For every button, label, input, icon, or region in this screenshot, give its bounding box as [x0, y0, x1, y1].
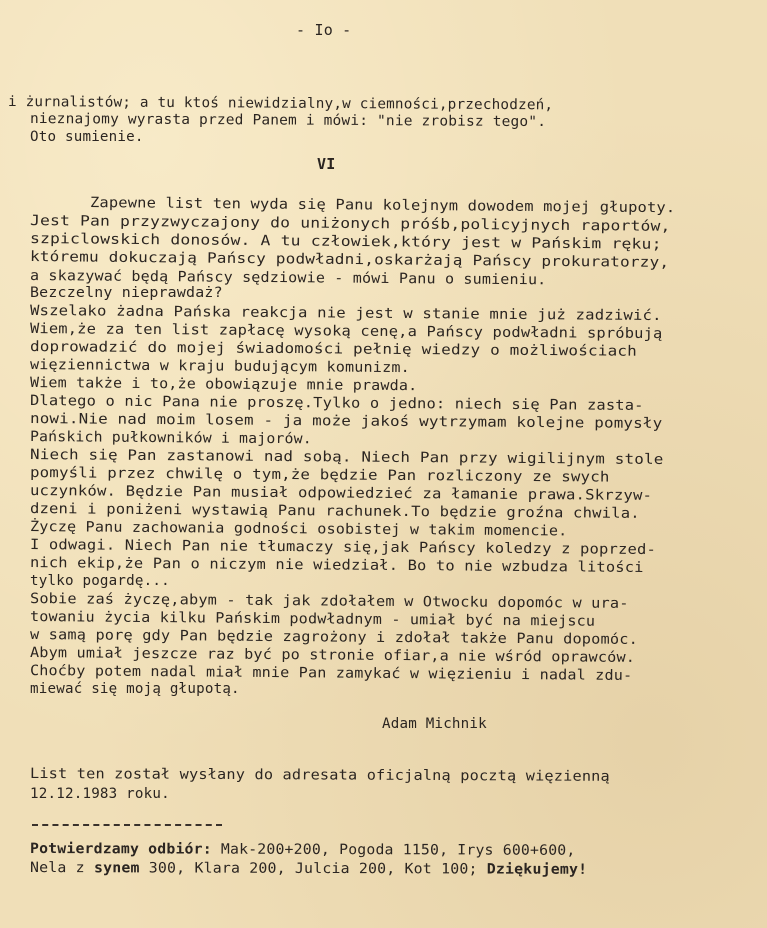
body-line: Bezczelny nieprawdaż? [30, 285, 223, 301]
intro-line: Oto sumienie. [30, 129, 144, 145]
body-line: Pańskich pułkowników i majorów. [29, 429, 312, 448]
body-line: szpiclowskich donosów. A tu człowiek,który jest w Pańskim ręku; [29, 231, 662, 253]
body-line: Jest Pan przyzwyczajony do uniżonych próśb,policyjnych raportów, [29, 213, 671, 235]
body-line: Zapewne list ten wyda się Panu kolejnym dowodem mojej głupoty. [89, 195, 676, 217]
body-line: Abym umiał jeszcze raz być po stronie ofiar,a nie wśród oprawców. [29, 645, 636, 666]
body-line: tylko pogardę... [30, 573, 170, 589]
acknowledgement-line [30, 860, 587, 879]
body-line: Dlatego o nic Pana nie proszę.Tylko o jedno: niech się Pan zasta- [29, 393, 644, 414]
body-line: miewać się moją głupotą. [30, 681, 240, 697]
body-line: nowi.Nie nad moim losem - ja może jakoś wytrzymam kolejne pomysły [29, 411, 663, 432]
section-heading: VI [317, 155, 336, 173]
body-line: Niech się Pan zastanowi nad sobą. Niech Pan przy wigilijnym stole [29, 447, 664, 468]
body-line: w samą porę gdy Pan będzie zagrożony i zdołał także Panu dopomóc. [29, 627, 639, 648]
body-line: któremu dokuczają Pańscy podwładni,oskarżają Pańscy prokuratorzy, [29, 249, 670, 271]
acknowledgement-donations-2a: Nela z [29, 860, 94, 877]
body-line: Wiem także i to,że obowiązuje mnie prawda. [29, 375, 418, 395]
body-line: doprowadzić do mojej świadomości pełnię wiedzy o możliwościach [29, 339, 638, 360]
body-line: a skazywać będą Pańscy sędziowie - mówi Panu o sumieniu. [29, 268, 547, 289]
note-line: 12.12.1983 roku. [30, 786, 170, 802]
body-line: Sobie zaś życzę,abym - tak jak zdołałem w Otwocku dopomóc w ura- [29, 591, 629, 612]
body-line: uczynków. Będzie Pan musiał odpowiedzieć za łamanie prawa.Skrzyw- [29, 483, 653, 504]
body-line: więziennictwa w kraju budującym komunizm. [29, 357, 410, 377]
acknowledgement-label: Potwierdzamy odbiór: [29, 841, 212, 858]
body-line: pomyśli przez chwilę o tym,że będzie Pan rozliczony ze swych [29, 465, 610, 486]
body-line: I odwagi. Niech Pan nie tłumaczy się,jak Pańscy koledzy z poprzed- [29, 537, 657, 559]
body-line: towaniu życia kilku Pańskim podwładnym - umiał być na miejscu [29, 609, 596, 630]
body-line: dzeni i poniżeni wystawią Panu rachunek.To będzie groźna chwila. [29, 501, 640, 522]
note-line: List ten został wysłany do adresata oficjalną pocztą więzienną [29, 766, 610, 785]
acknowledgement-donations-2b: 300, Klara 200, Julcia 200, Kot 100; [139, 860, 487, 878]
body-line: Życzę Panu zachowania godności osobistej w takim momencie. [29, 519, 568, 540]
body-line: nich ekip,że Pan o niczym nie wiedział. Bo to nie wzbudza litości [29, 555, 644, 576]
intro-line: nieznajomy wyrasta przed Panem i mówi: "nie zrobisz tego". [29, 111, 547, 131]
acknowledgement-line [30, 841, 576, 860]
body-line: Wiem,że za ten list zapłacę wysoką cenę,a Pańscy podwładni spróbują [29, 321, 663, 343]
acknowledgement-donations-1: Mak-200+200, Pogoda 1150, Irys 600+600, [211, 841, 576, 859]
intro-line: i żurnalistów; a tu ktoś niewidzialny,w ciemności,przechodzeń, [7, 94, 554, 114]
acknowledgement-bold-word: synem [93, 860, 140, 877]
page-number: - Io - [296, 21, 352, 39]
dashed-divider [32, 824, 222, 826]
body-line: Wszelako żadna Pańska reakcja nie jest w stanie mnie już zadziwić. [29, 303, 662, 325]
acknowledgement-thanks: Dziękujemy! [486, 861, 588, 878]
body-line: Choćby potem nadal miał mnie Pan zamykać w więzieniu i nadal zdu- [29, 663, 633, 684]
signature: Adam Michnik [382, 716, 487, 732]
